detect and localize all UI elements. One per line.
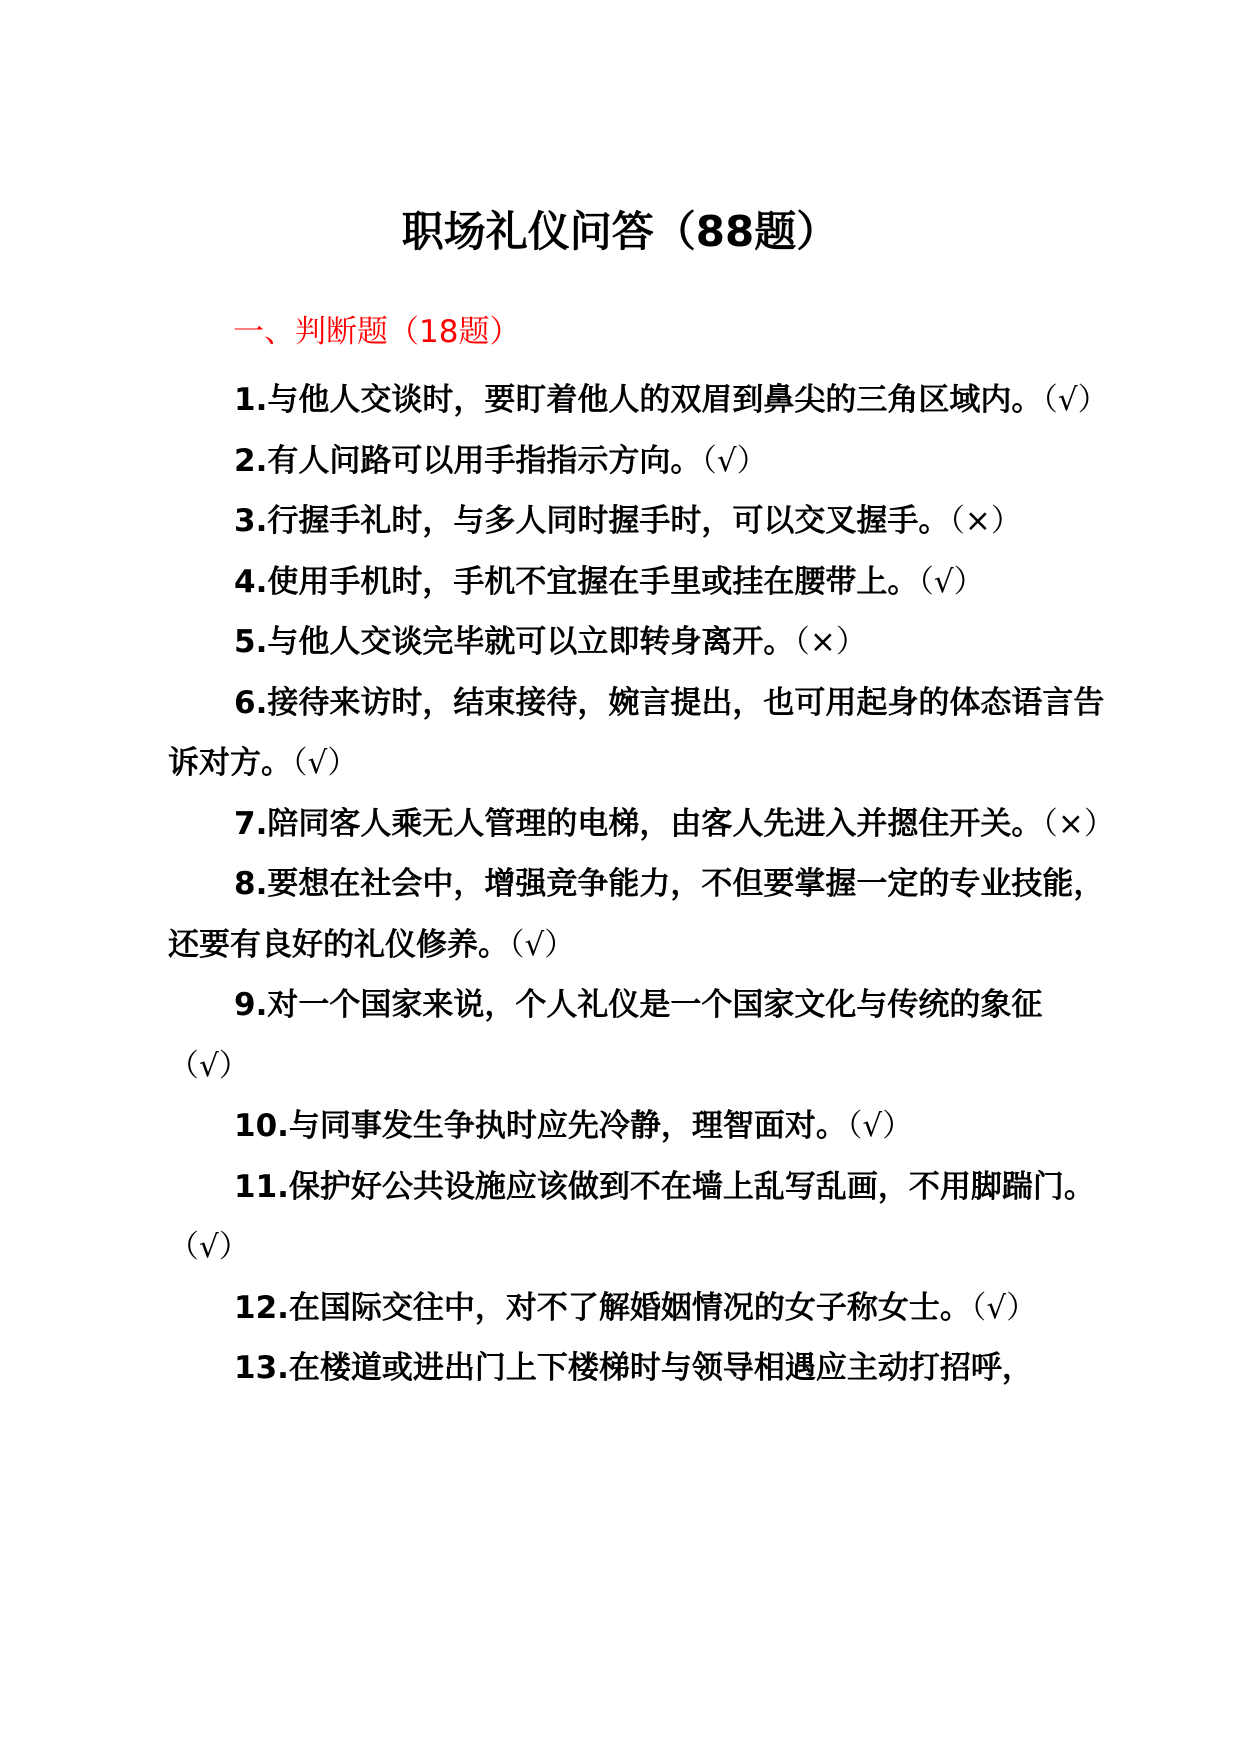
question-item [168,1338,1118,1399]
question-item [168,370,1118,431]
question-item [168,612,1118,673]
question-item [168,854,1118,975]
question-list [168,370,1118,1399]
section-heading: 一、判断题（18题） [233,314,521,350]
question-item [168,1096,1118,1157]
question-item [168,975,1118,1096]
question-text: 9.对一个国家来说，个人礼仪是一个国家文化与传统的象征 [234,987,1043,1023]
question-item [168,1278,1118,1339]
question-text: 12.在国际交往中，对不了解婚姻情况的女子称女士。 [234,1289,971,1326]
question-item [168,491,1118,552]
question-text: 5.与他人交谈完毕就可以立即转身离开。 [234,624,795,660]
question-text: 8.要想在社会中，增强竞争能力，不但要掌握一定的专业技能，还要有良好的礼仪修养。 [168,866,1105,963]
question-answer: （√） [168,1229,250,1265]
question-item [168,552,1118,613]
question-text: 2.有人问路可以用手指指示方向。 [234,442,702,479]
question-item [168,673,1118,794]
question-answer: （×） [1042,805,1115,842]
question-answer: （√） [292,745,359,781]
question-text: 1.与他人交谈时，要盯着他人的双眉到鼻尖的三角区域内。 [234,382,1043,418]
question-answer: （√） [846,1108,914,1144]
question-answer: （×） [794,624,867,660]
question-text: 7.陪同客人乘无人管理的电梯，由客人先进入并摁住开关。 [234,805,1043,842]
question-item [168,431,1118,492]
document-title: 职场礼仪问答（88题） [401,207,839,256]
question-item [168,1157,1118,1278]
question-text: 13.在楼道或进出门上下楼梯时与领导相遇应主动打招呼， [234,1350,1033,1386]
question-answer: （√） [509,926,576,963]
question-text: 6.接待来访时，结束接待，婉言提出，也可用起身的体态语言告诉对方。 [168,684,1105,781]
question-answer: （√） [970,1289,1038,1326]
question-answer: （√） [168,1047,250,1084]
question-text: 4.使用手机时，手机不宜握在手里或挂在腰带上。 [234,563,919,600]
question-item [168,794,1118,855]
question-answer: （×） [949,503,1022,539]
question-text: 10.与同事发生争执时应先冷静，理智面对。 [234,1108,847,1144]
question-answer: （√） [701,442,768,479]
question-answer: （√） [1042,382,1109,418]
question-answer: （√） [918,563,985,600]
question-text: 3.行握手礼时，与多人同时握手时，可以交叉握手。 [234,503,950,539]
question-text: 11.保护好公共设施应该做到不在墙上乱写乱画，不用脚踹门。 [234,1168,1095,1205]
